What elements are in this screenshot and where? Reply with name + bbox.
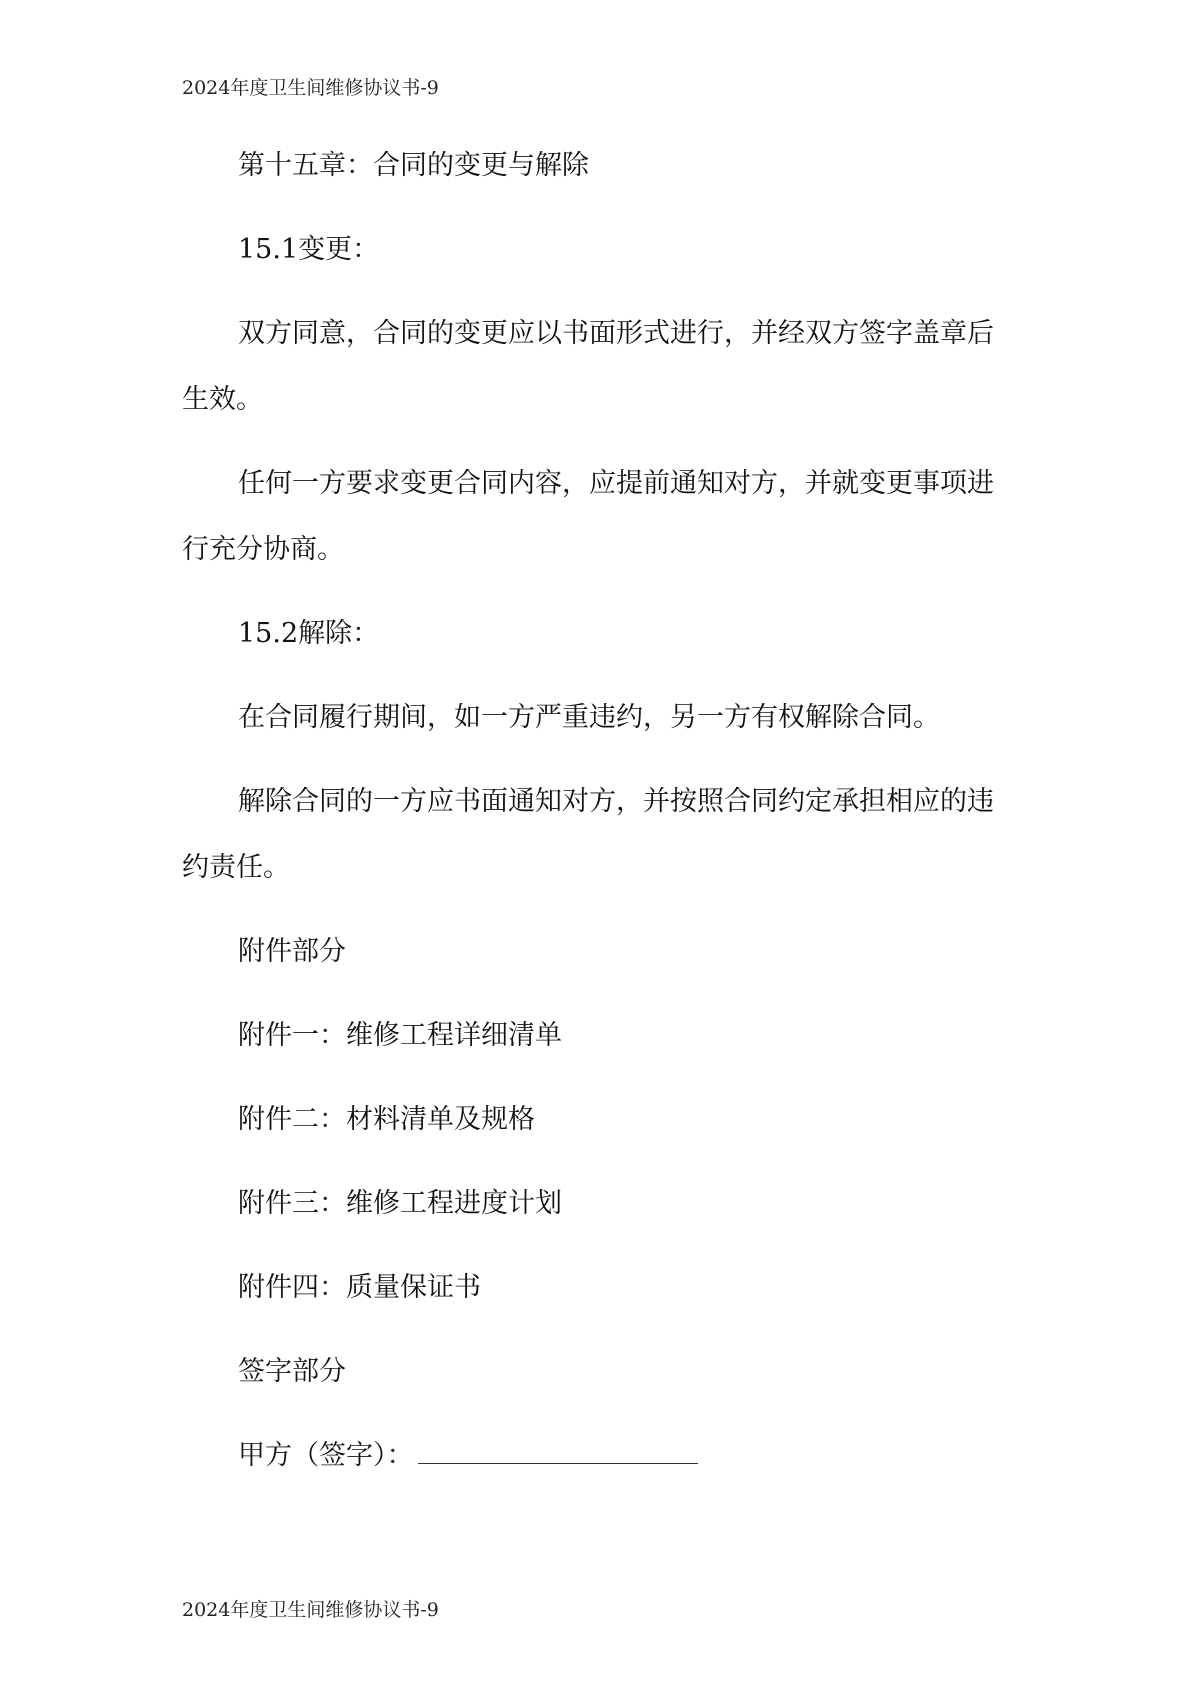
paragraph-15-1-b: 任何一方要求变更合同内容，应提前通知对方，并就变更事项进行充分协商。 [182, 468, 994, 565]
page-header: 2024年度卫生间维修协议书-9 [182, 77, 439, 99]
party-a-signature-line [418, 1437, 698, 1464]
attachment-item-2: 附件二：材料清单及规格 [238, 1104, 535, 1135]
signature-heading: 签字部分 [238, 1356, 346, 1387]
document-body [182, 133, 1002, 1507]
section-heading-15-2: 15.2解除： [238, 618, 380, 649]
paragraph-15-2-b: 解除合同的一方应书面通知对方，并按照合同约定承担相应的违约责任。 [182, 786, 994, 883]
chapter-title: 第十五章：合同的变更与解除 [238, 150, 589, 181]
section-heading-15-1: 15.1变更： [238, 234, 380, 265]
paragraph-15-2-a: 在合同履行期间，如一方严重违约，另一方有权解除合同。 [238, 702, 940, 733]
attachments-heading: 附件部分 [238, 936, 346, 967]
attachment-item-3: 附件三：维修工程进度计划 [238, 1188, 562, 1219]
paragraph-15-1-a: 双方同意，合同的变更应以书面形式进行，并经双方签字盖章后生效。 [182, 318, 994, 415]
party-a-label: 甲方（签字）： [238, 1440, 414, 1471]
page-footer: 2024年度卫生间维修协议书-9 [182, 1599, 439, 1621]
attachment-item-4: 附件四：质量保证书 [238, 1272, 481, 1303]
party-a-signature-row [182, 1423, 1002, 1489]
attachment-item-1: 附件一：维修工程详细清单 [238, 1020, 562, 1051]
